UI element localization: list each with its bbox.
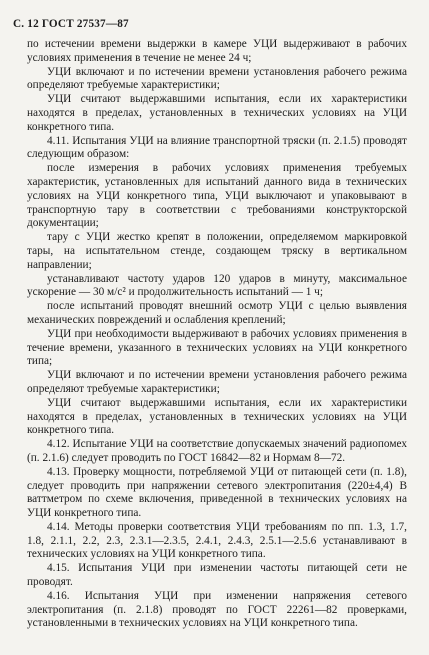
paragraph: устанавливают частоту ударов 120 ударов в минуту, максимальное ускорение — 30 м/с² и продолжительность испытаний — 1 ч; (27, 272, 407, 299)
section-4-12: 4.12. Испытание УЦИ на соответствие допускаемых значений радиопомех (п. 2.1.6) следует проводить по ГОСТ 16842—82 и Нормам 8—72. (27, 438, 407, 464)
paragraph: по истечении времени выдержки в камере УЦИ выдерживают в рабочих условиях применения в течение не менее 24 ч; (27, 38, 407, 64)
paragraph: после испытаний проводят внешний осмотр УЦИ с целью выявления механических повреждений и ослабления креплений; (27, 300, 407, 326)
paragraph: УЦИ считают выдержавшими испытания, если их характеристики находятся в пределах, установленных в технических условиях на УЦИ конкретного типа. (27, 93, 407, 133)
paragraph: УЦИ включают и по истечении времени установления рабочего режима определяют требуемые характеристики; (27, 369, 407, 395)
page-header: С. 12 ГОСТ 27537—87 (13, 18, 129, 30)
section-4-11: 4.11. Испытания УЦИ на влияние транспортной тряски (п. 2.1.5) проводят следующим образом: (27, 134, 407, 161)
paragraph: УЦИ включают и по истечении времени установления рабочего режима определяют требуемые характеристики; (27, 65, 407, 92)
paragraph: тару с УЦИ жестко крепят в положении, определяемом маркировкой тары, на испытательном стенде, создающем тряску в вертикальном направлении; (27, 231, 407, 271)
section-4-15: 4.15. Испытания УЦИ при изменении частоты питающей сети не проводят. (27, 562, 407, 589)
document-body (27, 38, 407, 631)
section-4-14: 4.14. Методы проверки соответствия УЦИ требованиям по пп. 1.3, 1.7, 1.8, 2.1.1, 2.2, 2.3, 2.3.1—2.3.5, 2.4.1, 2.4.3, 2.5.1—2.5.6 устанавливают в технических условиях на УЦИ конкретного типа. (27, 520, 407, 561)
paragraph: после измерения в рабочих условиях применения требуемых характеристик, установленных для испытаний данного вида в технических условиях на УЦИ конкретного типа, УЦИ выключают и упаковывают в транспортную тару в соответствии с требованиями конструкторской документации; (27, 162, 407, 230)
section-4-16: 4.16. Испытания УЦИ при изменении напряжения сетевого электропитания (п. 2.1.8) проводят по ГОСТ 22261—82 проверками, установленными в технических условиях на УЦИ конкретного типа. (27, 589, 407, 630)
paragraph: УЦИ при необходимости выдерживают в рабочих условиях применения в течение времени, указанного в технических условиях на УЦИ конкретного типа; (27, 327, 407, 368)
section-4-13: 4.13. Проверку мощности, потребляемой УЦИ от питающей сети (п. 1.8), следует проводить при напряжении сетевого электропитания (220±4,4) В ваттметром по схеме включения, приведенной в технических условиях на УЦИ конкретного типа. (27, 465, 407, 520)
paragraph: УЦИ считают выдержавшими испытания, если их характеристики находятся в пределах, установленных в технических условиях на УЦИ конкретного типа. (27, 396, 407, 437)
